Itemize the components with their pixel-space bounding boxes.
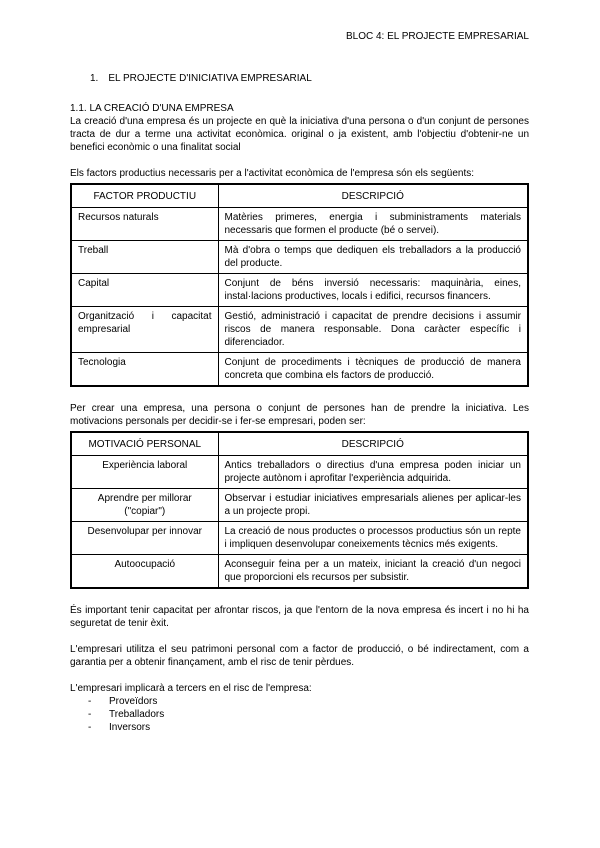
list-marker: - xyxy=(88,696,92,707)
list-item xyxy=(70,708,529,721)
list-item-label: Treballadors xyxy=(109,709,165,720)
motivation-cell: Autoocupació xyxy=(71,555,218,589)
subsection-heading: 1.1. LA CREACIÓ D'UNA EMPRESA xyxy=(70,103,234,114)
list-item-label: Inversors xyxy=(109,722,151,733)
table-row xyxy=(71,307,528,353)
motivations-table xyxy=(70,431,529,589)
third-parties-list xyxy=(70,695,529,734)
page-header: BLOC 4: EL PROJECTE EMPRESARIAL xyxy=(345,31,529,42)
description-cell: Aconseguir feina per a un mateix, iniciant la creació d'un negoci que proporcioni els recursos per subsistir. xyxy=(218,555,528,589)
description-cell: Conjunt de béns inversió necessaris: maquinària, eines, instal·lacions productives, locals i edifici, recursos financers. xyxy=(218,274,528,307)
third-parties-intro: L'empresari implicarà a tercers en el risc de l'empresa: xyxy=(70,683,312,694)
table-row xyxy=(71,274,528,307)
table-row xyxy=(71,456,528,489)
factors-table xyxy=(70,183,529,387)
column-header: MOTIVACIÓ PERSONAL xyxy=(71,432,218,456)
motivation-cell: Aprendre per millorar ("copiar") xyxy=(71,489,218,522)
intro-paragraph: La creació d'una empresa és un projecte en què la iniciativa d'una persona o d'un conjunt de persones tracta de dur a terme una activitat econòmica. original o ja existent, amb l'objectiu d'obtenir-ne un benefici econòmic o una finalitat social xyxy=(70,116,529,153)
section-heading xyxy=(70,72,529,85)
list-marker: - xyxy=(88,709,92,720)
factor-cell: Capital xyxy=(71,274,218,307)
table-header-row xyxy=(71,184,528,208)
column-header: DESCRIPCIÓ xyxy=(218,432,528,456)
factor-cell: Recursos naturals xyxy=(71,208,218,241)
list-item xyxy=(70,721,529,734)
list-marker: - xyxy=(88,722,92,733)
risk-paragraph: És important tenir capacitat per afrontar riscos, ja que l'entorn de la nova empresa és incert i no hi ha seguretat de tenir èxit. xyxy=(70,605,529,629)
section-number: 1. xyxy=(90,73,99,84)
patrimony-paragraph: L'empresari utilitza el seu patrimoni personal com a factor de producció, o bé indirectament, com a garantia per a obtenir finançament, amb el risc de tenir pèrdues. xyxy=(70,644,529,668)
table-row xyxy=(71,522,528,555)
list-item xyxy=(70,695,529,708)
factor-cell: Tecnologia xyxy=(71,353,218,387)
table-header-row xyxy=(71,432,528,456)
description-cell: Conjunt de procediments i tècniques de producció de manera concreta que combina els factors de producció. xyxy=(218,353,528,387)
description-cell: La creació de nous productes o processos productius són un repte i impliquen desenvolupar coneixements tècnics més exigents. xyxy=(218,522,528,555)
section-title: EL PROJECTE D'INICIATIVA EMPRESARIAL xyxy=(108,73,312,84)
factors-table-intro: Els factors productius necessaris per a l'activitat econòmica de l'empresa són els següents: xyxy=(70,168,475,179)
table-row xyxy=(71,241,528,274)
motivation-cell: Desenvolupar per innovar xyxy=(71,522,218,555)
list-item-label: Proveïdors xyxy=(109,696,158,707)
description-cell: Gestió, administració i capacitat de prendre decisions i assumir riscos de manera responsable. Dona caràcter específic i diferenciador. xyxy=(218,307,528,353)
motivations-table-intro: Per crear una empresa, una persona o conjunt de persones han de prendre la iniciativa. Les motivacions personals per decidir-se i fer-se empresari, poden ser: xyxy=(70,403,529,427)
description-cell: Mà d'obra o temps que dediquen els treballadors a la producció del producte. xyxy=(218,241,528,274)
motivation-cell: Experiència laboral xyxy=(71,456,218,489)
column-header: DESCRIPCIÓ xyxy=(218,184,528,208)
table-row xyxy=(71,353,528,387)
table-row xyxy=(71,208,528,241)
description-cell: Antics treballadors o directius d'una empresa poden iniciar un projecte autònom i aprofitar l'experiència adquirida. xyxy=(218,456,528,489)
table-row xyxy=(71,555,528,589)
factor-cell: Treball xyxy=(71,241,218,274)
factor-cell: Organització i capacitat empresarial xyxy=(71,307,218,353)
description-cell: Matèries primeres, energia i subministraments materials necessaris que formen el producte (bé o servei). xyxy=(218,208,528,241)
column-header: FACTOR PRODUCTIU xyxy=(71,184,218,208)
table-row xyxy=(71,489,528,522)
description-cell: Observar i estudiar iniciatives empresarials alienes per aplicar-les a un projecte propi. xyxy=(218,489,528,522)
